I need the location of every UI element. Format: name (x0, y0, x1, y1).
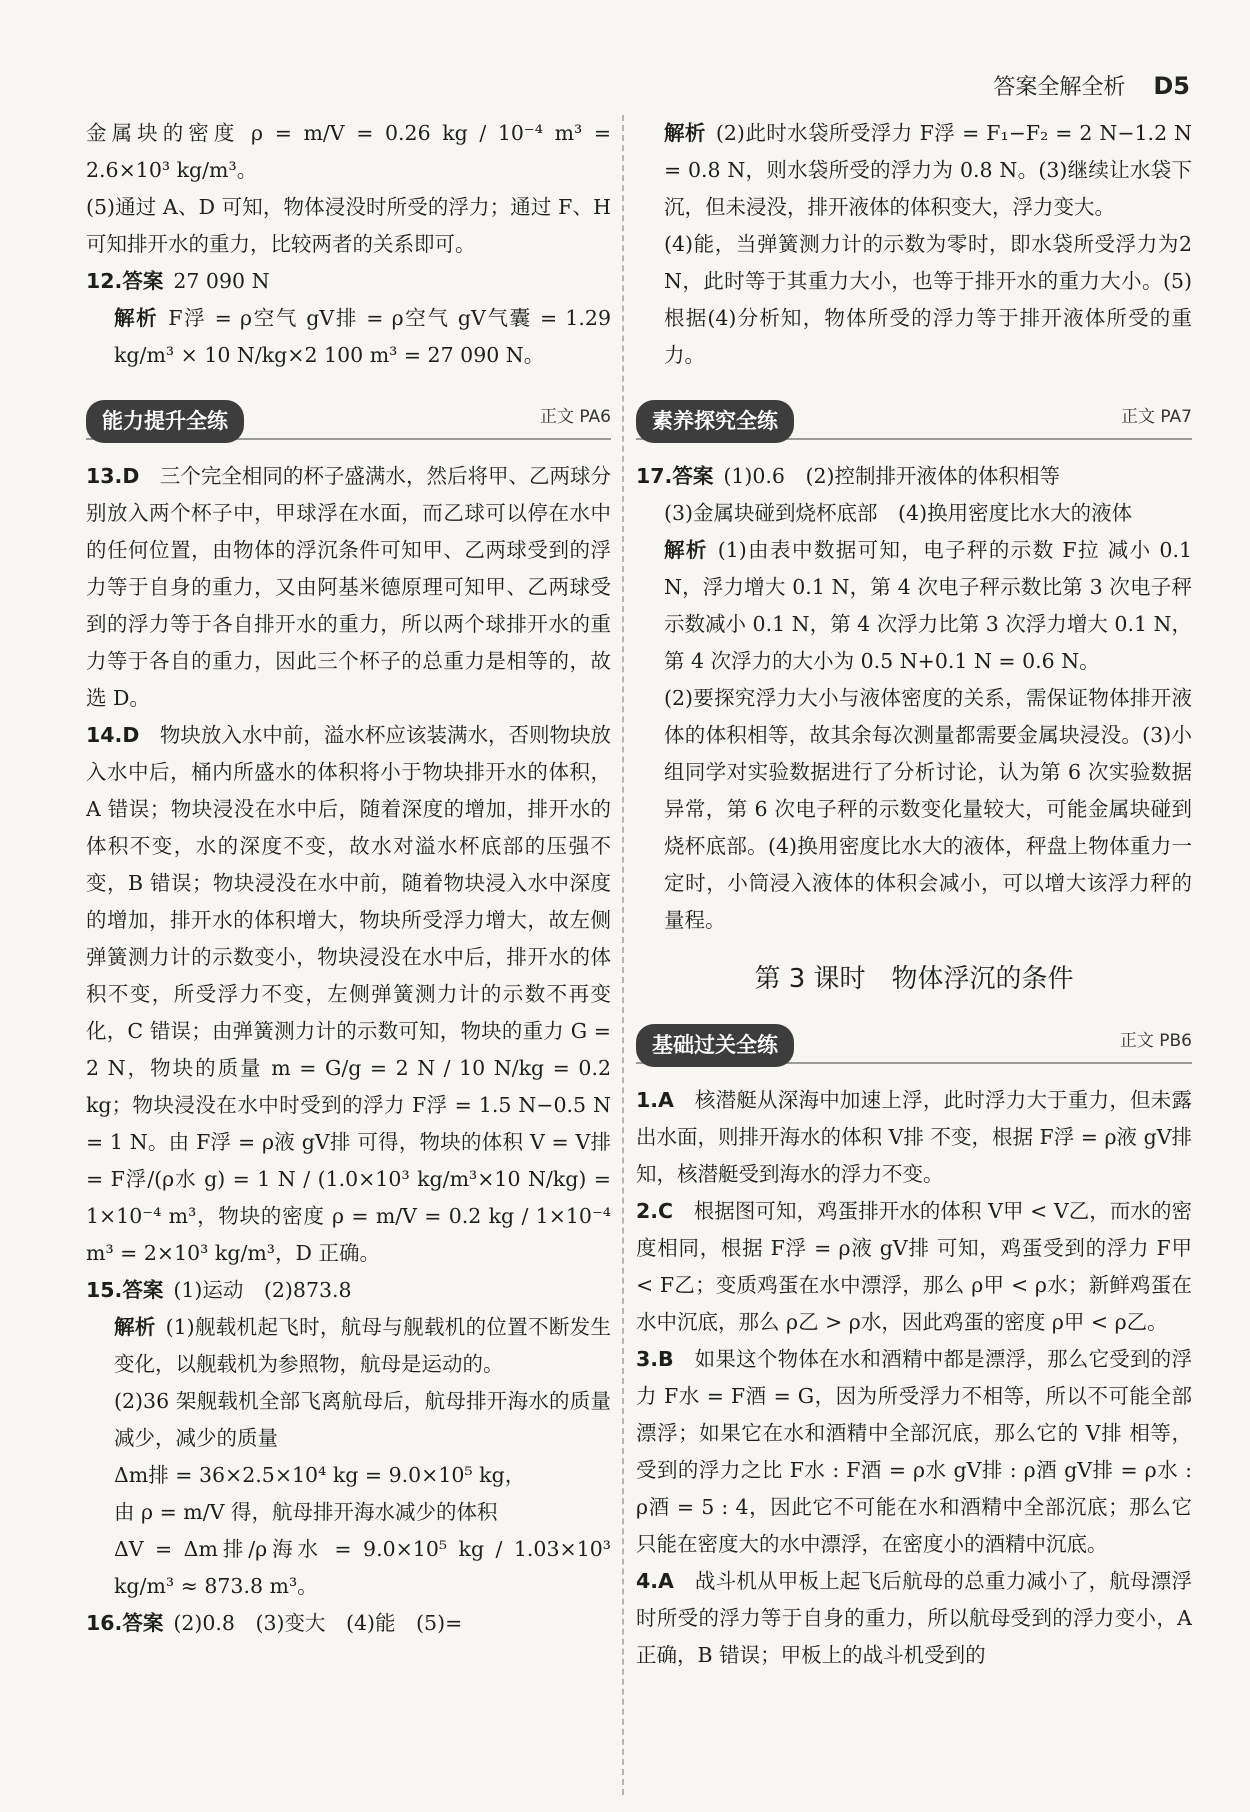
left-column (86, 115, 611, 1795)
q14-number: 14.D (86, 723, 140, 747)
q16-analysis-1: (2)此时水袋所受浮力 F浮 = F₁−F₂ = 2 N−1.2 N = 0.8 N，则水袋所受的浮力为 0.8 N。(3)继续让水袋下沉，但未浸没，排开液体的体积变大，浮力变大。 (664, 121, 1192, 219)
q17-answer-2: (3)金属块碰到烧杯底部 (4)换用密度比水大的液体 (664, 501, 1133, 525)
section-banner-literacy (636, 396, 1192, 440)
q1-text: 核潜艇从深海中加速上浮，此时浮力大于重力，但未露出水面，则排开海水的体积 V排 不变，根据 F浮 = ρ液 gV排 知，核潜艇受到海水的浮力不变。 (636, 1088, 1192, 1186)
question-17 (636, 458, 1192, 939)
q2-text: 根据图可知，鸡蛋排开水的体积 V甲 < V乙，而水的密度相同，根据 F浮 = ρ液 gV排 可知，鸡蛋受到的浮力 F甲 < F乙；变质鸡蛋在水中漂浮，那么 ρ甲 < ρ水；新鲜鸡蛋在水中沉底，那么 ρ乙 > ρ水，因此鸡蛋的密度 ρ甲 < ρ乙。 (636, 1199, 1192, 1334)
q16-number: 16. (86, 1611, 123, 1635)
banner-title: 素养探究全练 (636, 400, 794, 443)
question-12 (86, 263, 611, 374)
q17-analysis-1: (1)由表中数据可知，电子秤的示数 F拉 减小 0.1 N，浮力增大 0.1 N，第 4 次电子秤示数比第 3 次电子秤示数减小 0.1 N，第 4 次浮力比第 3 次浮力增大 0.1 N，第 4 次浮力的大小为 0.5 N+0.1 N = 0.6 N。 (664, 538, 1192, 673)
q16-answer-label: 答案 (122, 1611, 164, 1635)
density-result: 金属块的密度 ρ = m/V = 0.26 kg / 10⁻⁴ m³ = 2.6×10³ kg/m³。 (86, 121, 611, 182)
banner-title: 基础过关全练 (636, 1024, 794, 1067)
q17-number: 17. (636, 464, 673, 488)
column-divider (622, 115, 624, 1795)
q4-text: 战斗机从甲板上起飞后航母的总重力减小了，航母漂浮时所受的浮力等于自身的重力，所以航母受到的浮力变小，A 正确，B 错误；甲板上的战斗机受到的 (636, 1569, 1192, 1667)
page-header (993, 70, 1190, 101)
q15-answer: (1)运动 (2)873.8 (173, 1278, 352, 1302)
q13-text: 三个完全相同的杯子盛满水，然后将甲、乙两球分别放入两个杯子中，甲球浮在水面，而乙球可以停在水中的任何位置，由物体的浮沉条件可知甲、乙两球受到的浮力等于自身的重力，又由阿基米德原理可知甲、乙两球受到的浮力等于各自排开水的重力，所以两个球排开水的重力等于各自的重力，因此三个杯子的总重力是相等的，故选 D。 (86, 464, 611, 710)
question-1 (636, 1082, 1192, 1193)
question-4 (636, 1563, 1192, 1674)
q17-answer-label: 答案 (672, 464, 714, 488)
q13-number: 13.D (86, 464, 140, 488)
banner-ref: 正文 PB6 (1119, 1030, 1192, 1051)
q12-analysis-label: 解析 (114, 306, 159, 330)
q14-text: 物块放入水中前，溢水杯应该装满水，否则物块放入水中后，桶内所盛水的体积将小于物块排开水的体积，A 错误；物块浸没在水中后，随着深度的增加，排开水的体积不变，水的深度不变，故水对溢水杯底部的压强不变，B 错误；物块浸没在水中前，随着物块浸入水中深度的增加，排开水的体积增大，物块所受浮力增大，故左侧弹簧测力计的示数变小，物块浸没在水中后，排开水的体积不变，所受浮力不变，左侧弹簧测力计的示数不再变化，C 错误；由弹簧测力计的示数可知，物块的重力 G = 2 N，物块的质量 m = G/g = 2 N / 10 N/kg = 0.2 kg；物块浸没在水中时受到的浮力 F浮 = 1.5 N−0.5 N = 1 N。由 F浮 = ρ液 gV排 可得，物块的体积 V = V排 = F浮/(ρ水 g) = 1 N / (1.0×10³ kg/m³×10 N/kg) = 1×10⁻⁴ m³，物块的密度 ρ = m/V = 0.2 kg / 1×10⁻⁴ m³ = 2×10³ kg/m³，D 正确。 (86, 723, 611, 1265)
q12-number: 12. (86, 269, 123, 293)
q15-equation-2: 由 ρ = m/V 得，航母排开海水减少的体积 (114, 1500, 498, 1524)
question-13 (86, 458, 611, 717)
q3-text: 如果这个物体在水和酒精中都是漂浮，那么它受到的浮力 F水 = F酒 = G，因为所受浮力不相等，所以不可能全部漂浮；如果它在水和酒精中全部沉底，那么它的 V排 相等，受到的浮力之比 F水 : F酒 = ρ水 gV排 : ρ酒 gV排 = ρ水 : ρ酒 = 5 : 4，因此它不可能在水和酒精中全部沉底；那么它只能在密度大的水中漂浮，在密度小的酒精中沉底。 (636, 1347, 1192, 1556)
q16-analysis (636, 115, 1192, 226)
q15-answer-label: 答案 (122, 1278, 164, 1302)
q16-analysis-label: 解析 (664, 121, 706, 145)
banner-ref: 正文 PA7 (1120, 406, 1192, 427)
question-3 (636, 1341, 1192, 1563)
q15-equation-1: Δm排 = 36×2.5×10⁴ kg = 9.0×10⁵ kg， (114, 1463, 526, 1487)
question-16 (86, 1605, 611, 1642)
q16-analysis-2: (4)能，当弹簧测力计的示数为零时，即水袋所受浮力为2 N，此时等于其重力大小，也等于排开水的重力大小。(5)根据(4)分析知，物体所受的浮力等于排开液体所受的重力。 (664, 232, 1192, 367)
banner-ref: 正文 PA6 (539, 406, 611, 427)
q4-number: 4.A (636, 1569, 674, 1593)
right-column (636, 115, 1192, 1795)
banner-title: 能力提升全练 (86, 400, 244, 443)
q15-analysis-1: (1)舰载机起飞时，航母与舰载机的位置不断发生变化，以舰载机为参照物，航母是运动的。 (114, 1315, 611, 1376)
q3-number: 3.B (636, 1347, 674, 1371)
question-2 (636, 1193, 1192, 1341)
q1-number: 1.A (636, 1088, 674, 1112)
q2-number: 2.C (636, 1199, 674, 1223)
step5-note: (5)通过 A、D 可知，物体浸没时所受的浮力；通过 F、H 可知排开水的重力，比较两者的关系即可。 (86, 195, 611, 256)
section-banner-basic (636, 1020, 1192, 1064)
q16-answer: (2)0.8 (3)变大 (4)能 (5)= (173, 1611, 463, 1635)
q15-equation-3: ΔV = Δm排/ρ海水 = 9.0×10⁵ kg / 1.03×10³ kg/m³ ≈ 873.8 m³。 (114, 1537, 611, 1598)
header-title: 答案全解全析 (993, 75, 1126, 100)
q12-answer-label: 答案 (122, 269, 164, 293)
lesson-title: 第 3 课时 物体浮沉的条件 (754, 964, 1074, 994)
q12-analysis: F浮 = ρ空气 gV排 = ρ空气 gV气囊 = 1.29 kg/m³ × 10 N/kg×2 100 m³ = 27 090 N。 (114, 306, 611, 367)
q12-answer: 27 090 N (173, 269, 270, 293)
question-15 (86, 1272, 611, 1605)
q15-number: 15. (86, 1278, 123, 1302)
question-14 (86, 717, 611, 1272)
page-number: D5 (1153, 72, 1190, 100)
q15-analysis-2: (2)36 架舰载机全部飞离航母后，航母排开海水的质量减少，减少的质量 (114, 1389, 611, 1450)
q15-analysis-label: 解析 (114, 1315, 156, 1339)
q17-analysis-2: (2)要探究浮力大小与液体密度的关系，需保证物体排开液体的体积相等，故其余每次测量都需要金属块浸没。(3)小组同学对实验数据进行了分析讨论，认为第 6 次实验数据异常，第 6 次电子秤的示数变化量较大，可能金属块碰到烧杯底部。(4)换用密度比水大的液体，秤盘上物体重力一定时，小筒浸入液体的体积会减小，可以增大该浮力秤的量程。 (664, 686, 1192, 932)
q17-analysis-label: 解析 (664, 538, 708, 562)
section-banner-ability (86, 396, 611, 440)
q17-answer-1: (1)0.6 (2)控制排开液体的体积相等 (723, 464, 1061, 488)
